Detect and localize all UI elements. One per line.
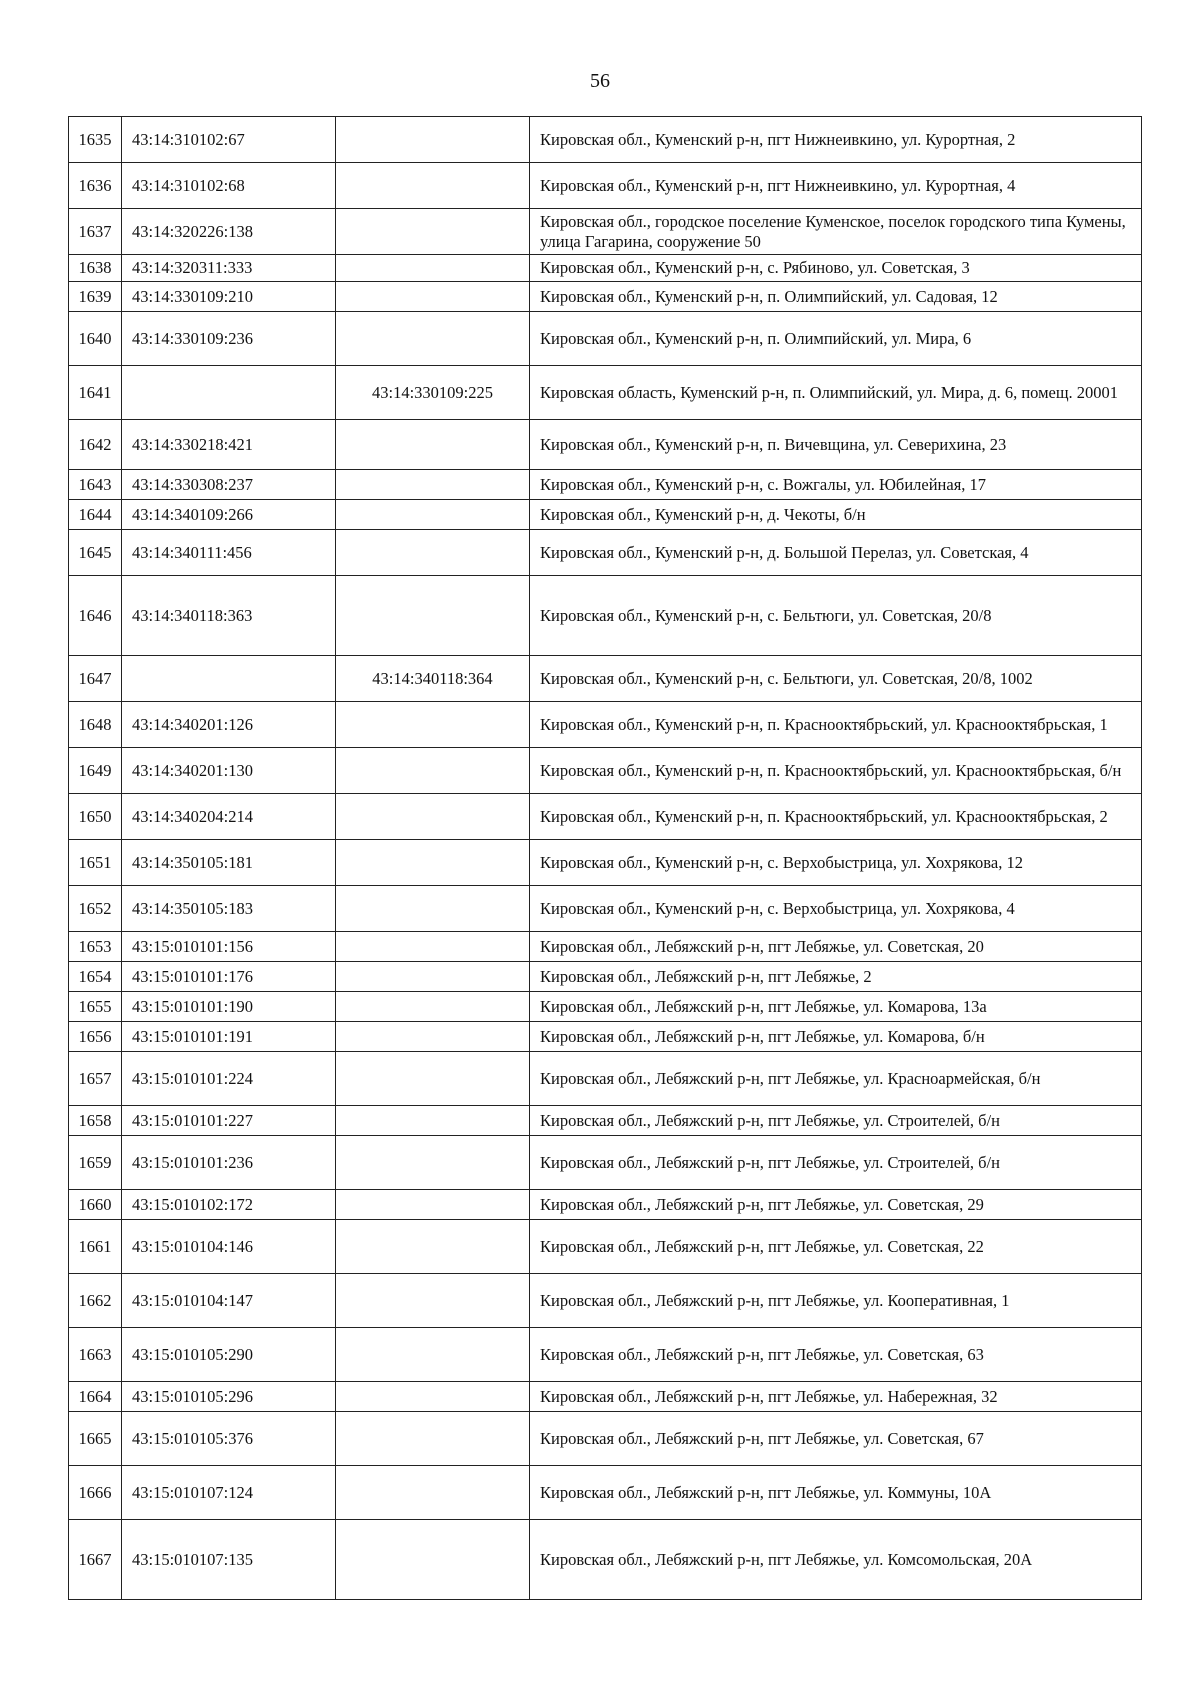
- registry-table: [68, 116, 1142, 1600]
- cadastral-number: 43:15:010101:224: [122, 1052, 336, 1106]
- row-number: 1653: [69, 932, 122, 962]
- premises-cadastral-number: [336, 794, 530, 840]
- cadastral-number: 43:14:330109:236: [122, 312, 336, 366]
- premises-cadastral-number: [336, 470, 530, 500]
- address: Кировская обл., Лебяжский р-н, пгт Лебяжье, ул. Строителей, б/н: [530, 1106, 1142, 1136]
- row-number: 1657: [69, 1052, 122, 1106]
- premises-cadastral-number: [336, 1190, 530, 1220]
- table-row: [69, 656, 1142, 702]
- row-number: 1650: [69, 794, 122, 840]
- table-row: [69, 255, 1142, 282]
- premises-cadastral-number: 43:14:340118:364: [336, 656, 530, 702]
- row-number: 1643: [69, 470, 122, 500]
- cadastral-number: 43:15:010102:172: [122, 1190, 336, 1220]
- cadastral-number: 43:14:330218:421: [122, 420, 336, 470]
- row-number: 1665: [69, 1412, 122, 1466]
- row-number: 1661: [69, 1220, 122, 1274]
- cadastral-number: 43:14:340201:126: [122, 702, 336, 748]
- premises-cadastral-number: [336, 117, 530, 163]
- table-row: [69, 794, 1142, 840]
- cadastral-number: 43:14:340204:214: [122, 794, 336, 840]
- address: Кировская обл., Лебяжский р-н, пгт Лебяжье, ул. Советская, 22: [530, 1220, 1142, 1274]
- cadastral-number: 43:14:350105:183: [122, 886, 336, 932]
- row-number: 1655: [69, 992, 122, 1022]
- table-row: [69, 470, 1142, 500]
- premises-cadastral-number: [336, 282, 530, 312]
- table-row: [69, 1466, 1142, 1520]
- row-number: 1656: [69, 1022, 122, 1052]
- cadastral-number: 43:15:010101:176: [122, 962, 336, 992]
- address: Кировская обл., Куменский р-н, п. Краснооктябрьский, ул. Краснооктябрьская, б/н: [530, 748, 1142, 794]
- cadastral-number: 43:15:010105:376: [122, 1412, 336, 1466]
- row-number: 1649: [69, 748, 122, 794]
- cadastral-number: 43:15:010101:236: [122, 1136, 336, 1190]
- row-number: 1646: [69, 576, 122, 656]
- address: Кировская обл., Лебяжский р-н, пгт Лебяжье, ул. Комарова, б/н: [530, 1022, 1142, 1052]
- row-number: 1647: [69, 656, 122, 702]
- address: Кировская обл., Лебяжский р-н, пгт Лебяжье, ул. Коммуны, 10А: [530, 1466, 1142, 1520]
- cadastral-number: 43:15:010101:156: [122, 932, 336, 962]
- premises-cadastral-number: [336, 1274, 530, 1328]
- table-row: [69, 420, 1142, 470]
- cadastral-number: 43:14:340109:266: [122, 500, 336, 530]
- premises-cadastral-number: [336, 576, 530, 656]
- row-number: 1640: [69, 312, 122, 366]
- premises-cadastral-number: [336, 840, 530, 886]
- row-number: 1659: [69, 1136, 122, 1190]
- premises-cadastral-number: [336, 1136, 530, 1190]
- row-number: 1660: [69, 1190, 122, 1220]
- table-row: [69, 1412, 1142, 1466]
- cadastral-number: 43:15:010101:190: [122, 992, 336, 1022]
- cadastral-number: [122, 366, 336, 420]
- address: Кировская обл., Лебяжский р-н, пгт Лебяжье, ул. Строителей, б/н: [530, 1136, 1142, 1190]
- table-row: [69, 1022, 1142, 1052]
- cadastral-number: 43:15:010105:290: [122, 1328, 336, 1382]
- row-number: 1664: [69, 1382, 122, 1412]
- address: Кировская обл., Лебяжский р-н, пгт Лебяжье, ул. Советская, 63: [530, 1328, 1142, 1382]
- row-number: 1648: [69, 702, 122, 748]
- table-row: [69, 1136, 1142, 1190]
- row-number: 1637: [69, 209, 122, 255]
- premises-cadastral-number: [336, 748, 530, 794]
- table-row: [69, 282, 1142, 312]
- premises-cadastral-number: [336, 962, 530, 992]
- address: Кировская обл., Лебяжский р-н, пгт Лебяжье, ул. Советская, 29: [530, 1190, 1142, 1220]
- address: Кировская область, Куменский р-н, п. Олимпийский, ул. Мира, д. 6, помещ. 20001: [530, 366, 1142, 420]
- table-row: [69, 209, 1142, 255]
- address: Кировская обл., Куменский р-н, с. Бельтюги, ул. Советская, 20/8, 1002: [530, 656, 1142, 702]
- cadastral-number: 43:15:010104:147: [122, 1274, 336, 1328]
- cadastral-number: 43:14:340111:456: [122, 530, 336, 576]
- address: Кировская обл., Лебяжский р-н, пгт Лебяжье, ул. Советская, 67: [530, 1412, 1142, 1466]
- premises-cadastral-number: [336, 255, 530, 282]
- cadastral-number: 43:15:010107:135: [122, 1520, 336, 1600]
- address: Кировская обл., городское поселение Куменское, поселок городского типа Кумены, улица Гагарина, сооружение 50: [530, 209, 1142, 255]
- address: Кировская обл., Лебяжский р-н, пгт Лебяжье, ул. Красноармейская, б/н: [530, 1052, 1142, 1106]
- row-number: 1652: [69, 886, 122, 932]
- table-row: [69, 702, 1142, 748]
- table-row: [69, 1274, 1142, 1328]
- registry-body: [69, 117, 1142, 1600]
- table-row: [69, 366, 1142, 420]
- cadastral-number: 43:15:010104:146: [122, 1220, 336, 1274]
- row-number: 1654: [69, 962, 122, 992]
- premises-cadastral-number: [336, 500, 530, 530]
- cadastral-number: 43:15:010101:191: [122, 1022, 336, 1052]
- table-row: [69, 117, 1142, 163]
- cadastral-number: 43:14:340201:130: [122, 748, 336, 794]
- table-row: [69, 748, 1142, 794]
- address: Кировская обл., Лебяжский р-н, пгт Лебяжье, ул. Комсомольская, 20А: [530, 1520, 1142, 1600]
- premises-cadastral-number: [336, 1412, 530, 1466]
- row-number: 1641: [69, 366, 122, 420]
- address: Кировская обл., Куменский р-н, с. Рябиново, ул. Советская, 3: [530, 255, 1142, 282]
- row-number: 1663: [69, 1328, 122, 1382]
- table-row: [69, 576, 1142, 656]
- cadastral-number: 43:14:310102:68: [122, 163, 336, 209]
- address: Кировская обл., Куменский р-н, п. Олимпийский, ул. Садовая, 12: [530, 282, 1142, 312]
- premises-cadastral-number: [336, 420, 530, 470]
- table-row: [69, 163, 1142, 209]
- premises-cadastral-number: [336, 1022, 530, 1052]
- address: Кировская обл., Куменский р-н, пгт Нижнеивкино, ул. Курортная, 2: [530, 117, 1142, 163]
- premises-cadastral-number: [336, 530, 530, 576]
- premises-cadastral-number: [336, 1466, 530, 1520]
- premises-cadastral-number: [336, 1520, 530, 1600]
- table-row: [69, 840, 1142, 886]
- cadastral-number: 43:15:010101:227: [122, 1106, 336, 1136]
- row-number: 1667: [69, 1520, 122, 1600]
- address: Кировская обл., Куменский р-н, с. Верхобыстрица, ул. Хохрякова, 4: [530, 886, 1142, 932]
- cadastral-number: [122, 656, 336, 702]
- row-number: 1658: [69, 1106, 122, 1136]
- row-number: 1666: [69, 1466, 122, 1520]
- address: Кировская обл., Куменский р-н, п. Олимпийский, ул. Мира, 6: [530, 312, 1142, 366]
- table-row: [69, 312, 1142, 366]
- cadastral-number: 43:14:330109:210: [122, 282, 336, 312]
- premises-cadastral-number: 43:14:330109:225: [336, 366, 530, 420]
- table-row: [69, 992, 1142, 1022]
- row-number: 1662: [69, 1274, 122, 1328]
- address: Кировская обл., Куменский р-н, п. Вичевщина, ул. Северихина, 23: [530, 420, 1142, 470]
- table-row: [69, 1328, 1142, 1382]
- cadastral-number: 43:15:010105:296: [122, 1382, 336, 1412]
- row-number: 1644: [69, 500, 122, 530]
- table-row: [69, 1106, 1142, 1136]
- row-number: 1639: [69, 282, 122, 312]
- row-number: 1635: [69, 117, 122, 163]
- address: Кировская обл., Куменский р-н, п. Краснооктябрьский, ул. Краснооктябрьская, 2: [530, 794, 1142, 840]
- address: Кировская обл., Куменский р-н, д. Большой Перелаз, ул. Советская, 4: [530, 530, 1142, 576]
- premises-cadastral-number: [336, 1328, 530, 1382]
- row-number: 1651: [69, 840, 122, 886]
- cadastral-number: 43:14:340118:363: [122, 576, 336, 656]
- table-row: [69, 1382, 1142, 1412]
- table-row: [69, 1520, 1142, 1600]
- cadastral-number: 43:14:330308:237: [122, 470, 336, 500]
- address: Кировская обл., Лебяжский р-н, пгт Лебяжье, 2: [530, 962, 1142, 992]
- premises-cadastral-number: [336, 163, 530, 209]
- premises-cadastral-number: [336, 702, 530, 748]
- premises-cadastral-number: [336, 1220, 530, 1274]
- row-number: 1645: [69, 530, 122, 576]
- address: Кировская обл., Куменский р-н, с. Бельтюги, ул. Советская, 20/8: [530, 576, 1142, 656]
- address: Кировская обл., Куменский р-н, пгт Нижнеивкино, ул. Курортная, 4: [530, 163, 1142, 209]
- cadastral-number: 43:15:010107:124: [122, 1466, 336, 1520]
- premises-cadastral-number: [336, 992, 530, 1022]
- cadastral-number: 43:14:310102:67: [122, 117, 336, 163]
- address: Кировская обл., Куменский р-н, п. Краснооктябрьский, ул. Краснооктябрьская, 1: [530, 702, 1142, 748]
- row-number: 1636: [69, 163, 122, 209]
- row-number: 1642: [69, 420, 122, 470]
- address: Кировская обл., Лебяжский р-н, пгт Лебяжье, ул. Комарова, 13а: [530, 992, 1142, 1022]
- premises-cadastral-number: [336, 209, 530, 255]
- page-number: 56: [590, 70, 610, 92]
- address: Кировская обл., Куменский р-н, д. Чекоты, б/н: [530, 500, 1142, 530]
- premises-cadastral-number: [336, 1382, 530, 1412]
- table-row: [69, 1052, 1142, 1106]
- table-row: [69, 932, 1142, 962]
- cadastral-number: 43:14:350105:181: [122, 840, 336, 886]
- cadastral-number: 43:14:320311:333: [122, 255, 336, 282]
- address: Кировская обл., Лебяжский р-н, пгт Лебяжье, ул. Кооперативная, 1: [530, 1274, 1142, 1328]
- table-row: [69, 962, 1142, 992]
- premises-cadastral-number: [336, 312, 530, 366]
- cadastral-number: 43:14:320226:138: [122, 209, 336, 255]
- address: Кировская обл., Куменский р-н, с. Верхобыстрица, ул. Хохрякова, 12: [530, 840, 1142, 886]
- address: Кировская обл., Лебяжский р-н, пгт Лебяжье, ул. Набережная, 32: [530, 1382, 1142, 1412]
- table-row: [69, 500, 1142, 530]
- premises-cadastral-number: [336, 932, 530, 962]
- table-row: [69, 886, 1142, 932]
- premises-cadastral-number: [336, 886, 530, 932]
- table-row: [69, 1190, 1142, 1220]
- table-row: [69, 1220, 1142, 1274]
- row-number: 1638: [69, 255, 122, 282]
- table-row: [69, 530, 1142, 576]
- premises-cadastral-number: [336, 1106, 530, 1136]
- address: Кировская обл., Куменский р-н, с. Вожгалы, ул. Юбилейная, 17: [530, 470, 1142, 500]
- address: Кировская обл., Лебяжский р-н, пгт Лебяжье, ул. Советская, 20: [530, 932, 1142, 962]
- premises-cadastral-number: [336, 1052, 530, 1106]
